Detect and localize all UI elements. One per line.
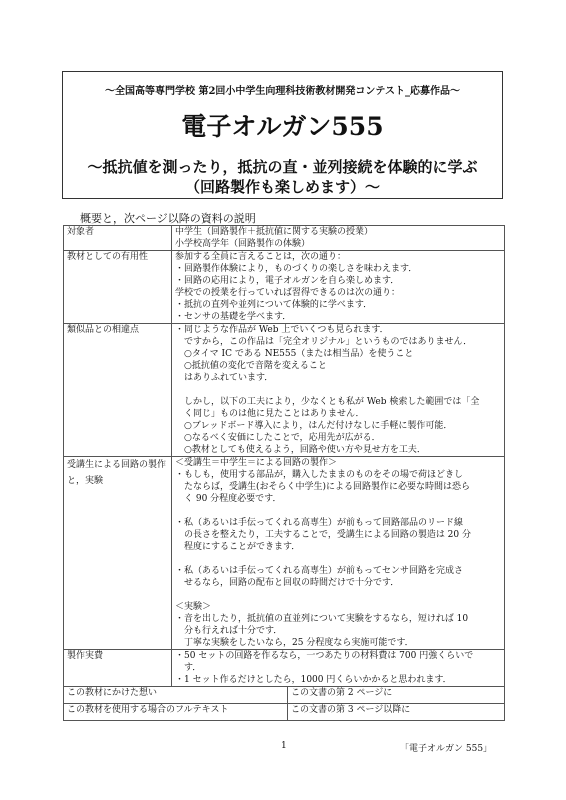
table-row-usefulness xyxy=(64,251,505,324)
row-content: ・50 セットの回路を作るなら，一つあたりの材料費は 700 円強くらいで す． ・1 セット作るだけとしたら，1000 円くらいかかると思われます． xyxy=(172,650,505,687)
table-row-production-experiment xyxy=(64,457,505,650)
document-title: 電子オルガン555 xyxy=(181,112,384,141)
row-value: この文書の第 3 ページ以降に xyxy=(288,704,505,721)
row-content: ・同じような作品が Web 上でいくつも見られます． ですから，この作品は「完全オリジナル」というものではありません． ○タイマ IC である NE555（または相当品）を使うこと ○抵抗値の変化で音階を変えること はありふれています． しかし，以下の工夫により，少なくとも私が Web 検索した範囲では「全 く同じ」ものは他に見たことはありません． ○ブレッドボード導入により，はんだ付けなしに手軽に製作可能． ○なるべく安価にしたことで，応用先が広がる． ○教材としても使えるよう，回路や使い方や見せ方を工夫． xyxy=(172,324,505,457)
overview-table xyxy=(63,225,505,721)
section-heading: 概要と，次ページ以降の資料の説明 xyxy=(80,212,256,225)
contest-name: ～全国高等専門学校 第2回小中学生向理科技術教材開発コンテスト_応募作品～ xyxy=(104,86,461,97)
row-label: 教材としての有用性 xyxy=(64,251,172,324)
title-box xyxy=(62,71,503,199)
row-content: ＜受講生＝中学生＝による回路の製作＞ ・もしも，使用する部品が，購入したままのものをその場で荷ほどきし たならば，受講生(おそらく中学生)による回路製作に必要な時間は恐ら く 90 分程度必要です． ・私（あるいは手伝ってくれる高専生）が前もって回路部品のリード線 の長さを整えたり，工夫することで，受講生による回路の製造は 20 分 程度にすることができます． ・私（あるいは手伝ってくれる高専生）が前もってセンサ回路を完成さ せるなら，回路の配布と回収の時間だけで十分です． ＜実験＞ ・音を出したり，抵抗値の直並列について実験をするなら，短ければ 10 分も行えれば十分です． 丁寧な実験をしたいなら，25 分程度なら実施可能です． xyxy=(172,457,505,650)
subtitle-line-1: ～抵抗値を測ったり，抵抗の直・並列接続を体験的に学ぶ xyxy=(87,158,478,176)
row-label: 類似品との相違点 xyxy=(64,324,172,457)
row-label: 受講生による回路の製作と，実験 xyxy=(64,457,172,650)
table-row-differences xyxy=(64,324,505,457)
footer-document-title: 「電子オルガン 555」 xyxy=(400,744,493,754)
subtitle-line-2: （回路製作も楽しめます）～ xyxy=(184,178,380,196)
row-label: この教材にかけた想い xyxy=(64,687,288,704)
row-value: この文書の第 2 ページに xyxy=(288,687,505,704)
page-number: 1 xyxy=(281,741,287,751)
table-row-fulltext xyxy=(64,704,505,721)
table-row-thoughts xyxy=(64,687,505,704)
row-label: 対象者 xyxy=(64,226,172,251)
row-label: 製作実費 xyxy=(64,650,172,687)
table-row-target xyxy=(64,226,505,251)
row-content: 参加する全員に言えることは，次の通り： ・回路製作体験により，ものづくりの楽しさを味わえます． ・回路の応用により，電子オルガンを自ら楽しめます． 学校での授業を行っていれば習得できるのは次の通り： ・抵抗の直列や並列について体験的に学べます． ・センサの基礎を学べます． xyxy=(172,251,505,324)
row-content: 中学生（回路製作＋抵抗値に関する実験の授業） 小学校高学年（回路製作の体験） xyxy=(172,226,505,251)
row-label: この教材を使用する場合のフルテキスト xyxy=(64,704,288,721)
table-row-cost xyxy=(64,650,505,687)
